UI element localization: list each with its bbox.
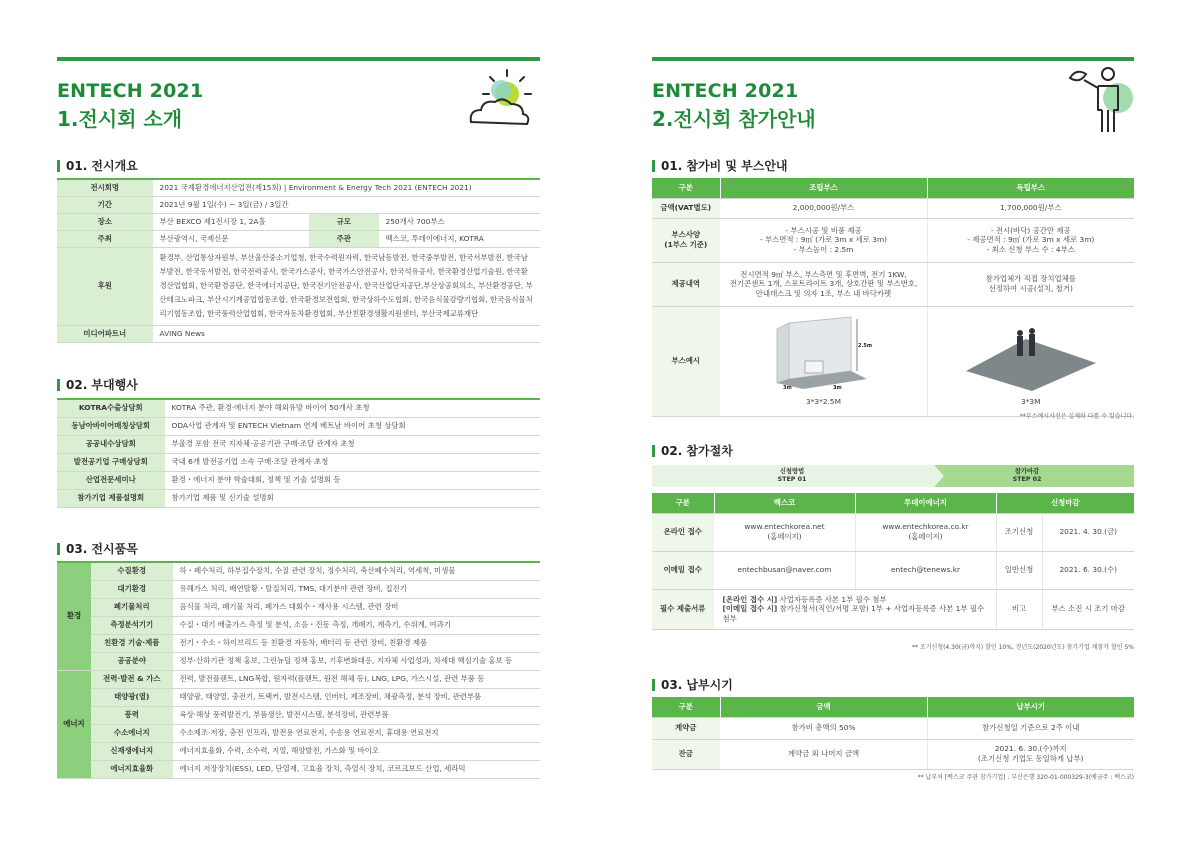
section-heading-procedure: [652, 442, 733, 459]
price-raw-space: 1,700,000원/부스: [927, 198, 1134, 218]
row-label: 발전공기업 구매상담회: [57, 453, 165, 471]
deadline-type: 일반신청: [996, 551, 1042, 589]
row-value: AVING News: [153, 325, 540, 342]
row-label: 동남아바이어매칭상담회: [57, 417, 165, 435]
table-row: [57, 580, 540, 598]
table-row: [57, 179, 540, 196]
deadline-date: 부스 소진 시 조기 마감: [1042, 589, 1134, 629]
group-label: 에너지: [57, 670, 91, 778]
page-title: 1.전시회 소개: [57, 107, 183, 131]
heading-bar: [652, 445, 655, 457]
row-label: 풍력: [91, 706, 173, 724]
col-header: 투데이에너지: [855, 493, 996, 513]
provide-assembled: [720, 262, 927, 306]
left-page: [57, 0, 540, 842]
when: 참가신청일 기준으로 2주 이내: [927, 717, 1134, 739]
row-value: ODA사업 관계자 및 ENTECH Vietnam 연계 베트남 바이어 초청 상담회: [165, 417, 540, 435]
example-raw-space: [927, 306, 1134, 416]
when: [927, 739, 1134, 769]
table-row: [57, 724, 540, 742]
dim-depth: 3m: [832, 384, 842, 391]
table-row: [57, 417, 540, 435]
row-value: 수질・대기 배출가스 측정 및 분석, 소음・진동 측정, 개폐기, 계측기, 수위계, 여과기: [173, 616, 540, 634]
row-label: KOTRA수출상담회: [57, 399, 165, 417]
example-caption: 3*3*2.5M: [806, 397, 841, 407]
table-row: [57, 670, 540, 688]
row-value: 유해가스 처리, 배연탈황・탈질처리, TMS, 대기분야 관련 장비, 집진기: [173, 580, 540, 598]
table-row: [57, 616, 540, 634]
row-label: 공공내수상담회: [57, 435, 165, 453]
row-label: 폐기물처리: [91, 598, 173, 616]
col-header: 구분: [652, 178, 720, 198]
heading-text: 02. 참가절차: [661, 444, 733, 458]
row-label: 기간: [57, 196, 153, 213]
step-name: 신청방법: [779, 468, 805, 475]
page-title: 2.전시회 참가안내: [652, 107, 816, 131]
col-header: 신청마감: [996, 493, 1134, 513]
table-row: [57, 247, 540, 325]
table-row: [652, 513, 1134, 551]
label-line: (1부스 기준): [664, 240, 708, 249]
text-line: 참가업체가 직접 장치업체를: [985, 274, 1076, 284]
step-number: STEP 02: [1012, 475, 1042, 483]
fees-table: [652, 178, 1134, 417]
row-value: 에너지효율화, 수력, 소수력, 지열, 해양발전, 가스화 및 바이오: [173, 742, 540, 760]
required-docs: [714, 589, 996, 629]
row-value: 2021 국제환경에너지산업전(제15회) | Environment & Energy Tech 2021 (ENTECH 2021): [153, 179, 540, 196]
text-line: [723, 604, 992, 623]
procedure-table: [652, 493, 1134, 630]
heading-text: 01. 전시개요: [66, 159, 138, 173]
section-heading-items: [57, 540, 138, 557]
table-row: [652, 198, 1134, 218]
text-line: [723, 595, 992, 605]
dim-height: 2.5m: [857, 342, 872, 349]
col-header: 구분: [652, 697, 720, 717]
amount: 참가비 총액의 50%: [720, 717, 927, 739]
step-number: STEP 01: [777, 475, 807, 483]
row-label: 필수 제출서류: [652, 589, 714, 629]
heading-bar: [57, 379, 60, 391]
table-row: [57, 453, 540, 471]
deadline-type: 비고: [996, 589, 1042, 629]
col-header: 독립부스: [927, 178, 1134, 198]
table-row: [57, 706, 540, 724]
label-line: 부스사양: [671, 230, 701, 240]
amount: 계약금 외 나머지 금액: [720, 739, 927, 769]
row-label: 태양광(열): [91, 688, 173, 706]
heading-text: 01. 참가비 및 부스안내: [661, 159, 788, 173]
row-label: 공공분야: [91, 652, 173, 670]
table-row: [652, 589, 1134, 629]
example-caption: 3*3M: [1021, 397, 1041, 407]
spec-raw-space: [927, 218, 1134, 262]
bold-prefix: [온라인 접수 시]: [722, 594, 778, 604]
heading-bar: [57, 160, 60, 172]
row-value: 정부·산하기관 정책 홍보, 그린뉴딜 정책 홍보, 기후변화대응, 지자체 사업성과, 차세대 핵심기술 홍보 등: [173, 652, 540, 670]
step-1: [742, 468, 842, 484]
text-line: www.entechkorea.net: [744, 522, 825, 532]
row-label: [652, 218, 720, 262]
table-row: [57, 399, 540, 417]
table-row: [57, 196, 540, 213]
row-label: 주관: [309, 230, 379, 247]
table-row: [652, 218, 1134, 262]
row-label: 산업전문세미나: [57, 471, 165, 489]
text-line: 전시면적 9㎡ 부스, 부스측면 및 후면벽, 전기 1KW,: [740, 269, 907, 279]
top-rule: [57, 57, 540, 61]
right-page: [652, 0, 1134, 842]
text: 사업자등록증 사본 1부 필수 첨부: [777, 594, 887, 604]
row-label: 대기환경: [91, 580, 173, 598]
price-assembled: 2,000,000원/부스: [720, 198, 927, 218]
table-row: [57, 634, 540, 652]
row-value: 수소제조·저장, 충전 인프라, 발전용 연료전지, 수송용 연료전지, 휴대용 연료전지: [173, 724, 540, 742]
row-value: 250개사 700부스: [379, 213, 540, 230]
table-row: [57, 598, 540, 616]
row-label: 규모: [309, 213, 379, 230]
table-row: [652, 551, 1134, 589]
bexco-online: [714, 513, 855, 551]
col-header: 금액: [720, 697, 927, 717]
provide-raw-space: [927, 262, 1134, 306]
row-label: 에너지효율화: [91, 760, 173, 778]
text-line: - 부스높이 : 2.5m: [793, 244, 854, 254]
row-label: 수질환경: [91, 562, 173, 580]
assembled-booth-image: [769, 313, 879, 393]
col-header: 벡스코: [714, 493, 855, 513]
fees-note: **부스예시사진은 실제와 다를 수 있습니다.: [1019, 413, 1134, 420]
table-header: [652, 493, 1134, 513]
row-value: 에너지 저장장치(ESS), LED, 단열재, 고효율 장치, 측열식 장치, 코르크보드 산업, 세라믹: [173, 760, 540, 778]
row-value: 하・폐수처리, 하부집수장치, 수질 관련 장치, 정수처리, 축산폐수처리, 역세척, 미생물: [173, 562, 540, 580]
col-header: 납부시기: [927, 697, 1134, 717]
overview-table: [57, 178, 540, 343]
row-label: 전시회명: [57, 179, 153, 196]
brand-title: ENTECH 2021: [57, 80, 204, 102]
row-label: 전력·발전 & 가스: [91, 670, 173, 688]
example-assembled: [720, 306, 927, 416]
row-label: 측정분석기기: [91, 616, 173, 634]
steps-bar: [652, 465, 1134, 487]
text-line: - 제공면적 : 9㎡ (가로 3m x 세로 3m): [967, 235, 1095, 245]
text-line: www.entechkorea.co.kr: [882, 522, 969, 532]
section-heading-payment: [652, 676, 733, 693]
table-row: [652, 306, 1134, 416]
brand-title: ENTECH 2021: [652, 80, 799, 102]
heading-bar: [57, 543, 60, 555]
row-label: 참가기업 제품설명회: [57, 489, 165, 507]
text-line: 안내데스크 및 의자 1조, 부스 내 바닥카펫: [755, 288, 892, 298]
payment-table: [652, 697, 1134, 770]
table-row: [57, 742, 540, 760]
today-email: entech@tenews.kr: [855, 551, 996, 589]
table-header: [652, 697, 1134, 717]
row-value: 환경부, 산업통상자원부, 부산울산중소기업청, 한국수력원자력, 한국남동발전, 한국중부발전, 한국서부발전, 한국남부발전, 한국동서발전, 한국전력공사, 한국가스공사, 한국가스안전공사, 한국석유공사, 한국환경산업기술원, 한국환경산업협회, 한국환경공단, 한국에너지공단, 한국전기안전공사, 한국산업단지공단,부산상공회의소, 부산환경공단, 부산테크노파크, 부산시기계공업협동조합, 한국환경보전협회, 한국상하수도협회, 한국음식물감량기협회, 한국음식물처리기협동조합, 한국풍력산업협회, 한국자동차환경협회, 부산친환경생활지원센터, 부산국제교류재단: [153, 247, 540, 325]
table-row: [57, 213, 540, 230]
row-value: 부울경 포함 전국 지자체·공공기관 구매·조달 관계자 초청: [165, 435, 540, 453]
table-row: [57, 760, 540, 778]
deadline-type: 조기신청: [996, 513, 1042, 551]
table-row: [652, 717, 1134, 739]
row-value: 전기・수소・하이브리드 등 친환경 자동차, 배터리 등 관련 장비, 친환경 제품: [173, 634, 540, 652]
text-line: - 최소 신청 부스 수 : 4부스: [986, 244, 1075, 254]
group-label: 환경: [57, 562, 91, 670]
text-line: 선정하여 시공(설치, 철거): [988, 284, 1073, 293]
bold-prefix: [이메일 접수 시]: [722, 604, 778, 614]
heading-text: 03. 납부시기: [661, 678, 733, 692]
bexco-email: entechbusan@naver.com: [714, 551, 855, 589]
raw-space-booth-image: [956, 313, 1106, 393]
section-heading-fees: [652, 157, 788, 174]
col-header: 조립부스: [720, 178, 927, 198]
events-table: [57, 398, 540, 508]
dim-width: 3m: [782, 384, 792, 391]
text-line: (조기신청 기업도 동일하게 납부): [977, 754, 1084, 763]
row-value: 벡스코, 투데이에너지, KOTRA: [379, 230, 540, 247]
payment-note: ** 납부처 [벡스코 주관 참가기업] : 부산은행 320-01-000329-3(예금주 : 벡스코): [917, 774, 1134, 781]
row-value: 환경・에너지 분야 학술대회, 정책 및 기술 설명회 등: [165, 471, 540, 489]
row-label: 이메일 접수: [652, 551, 714, 589]
text-line: 전기콘센트 1개, 스포트라이트 3개, 상호간판 및 부스번호,: [729, 279, 918, 289]
table-row: [57, 489, 540, 507]
row-label: 금액(VAT별도): [652, 198, 720, 218]
table-row: [57, 471, 540, 489]
row-value: KOTRA 주관, 환경·에너지 분야 해외유망 바이어 50개사 초청: [165, 399, 540, 417]
text-line: - 부스시공 및 비품 제공: [785, 225, 862, 235]
row-label: 친환경 기술·제품: [91, 634, 173, 652]
row-label: 계약금: [652, 717, 720, 739]
row-label: 부스예시: [652, 306, 720, 416]
table-row: [652, 739, 1134, 769]
table-row: [57, 435, 540, 453]
text-line: - 부스면적 : 9㎡ (가로 3m x 세로 3m): [759, 235, 888, 245]
text-line: 2021. 6. 30.(수)까지: [994, 744, 1067, 754]
text-line: (홈페이지): [767, 532, 802, 541]
row-value: 부산광역시, 국제신문: [153, 230, 309, 247]
row-value: 전력, 발전플랜트, LNG복합, 원자력(플랜트, 원전 해체 등), LNG, LPG, 가스시설, 관련 부품 등: [173, 670, 540, 688]
row-label: 장소: [57, 213, 153, 230]
heading-text: 03. 전시품목: [66, 542, 138, 556]
text: 참가신청서(직인/서명 포함) 1부 + 사업자등록증 사본 1부 필수 첨부: [722, 604, 985, 623]
deadline-date: 2021. 4. 30.(금): [1042, 513, 1134, 551]
row-label: 후원: [57, 247, 153, 325]
procedure-note: ** 조기신청(4.30(금)까지) 할인 10%, 전년도(2020년도) 참가기업 재참가 할인 5%: [911, 644, 1134, 651]
heading-bar: [652, 679, 655, 691]
sun-cloud-icon: [461, 64, 541, 136]
col-header: 구분: [652, 493, 714, 513]
row-label: 제공내역: [652, 262, 720, 306]
section-heading-events: [57, 376, 138, 393]
row-value: 음식물 처리, 폐기물 처리, 폐가스 대회수・재사용 시스템, 관련 장비: [173, 598, 540, 616]
table-row: [57, 652, 540, 670]
step-name: 참가마감: [1014, 468, 1040, 475]
row-label: 미디어파트너: [57, 325, 153, 342]
text-line: - 전시(바닥) 공간만 제공: [990, 225, 1071, 235]
items-table: [57, 561, 540, 779]
row-value: 부산 BEXCO 제1전시장 1, 2A홀: [153, 213, 309, 230]
row-label: 주최: [57, 230, 153, 247]
person-leaf-icon: [1056, 64, 1136, 136]
deadline-date: 2021. 6. 30.(수): [1042, 551, 1134, 589]
text-line: (홈페이지): [908, 532, 943, 541]
top-rule: [652, 57, 1134, 61]
row-label: 잔금: [652, 739, 720, 769]
table-row: [57, 688, 540, 706]
table-header: [652, 178, 1134, 198]
row-label: 수소에너지: [91, 724, 173, 742]
spec-assembled: [720, 218, 927, 262]
section-heading-overview: [57, 157, 138, 174]
step-2: [977, 468, 1077, 484]
row-value: 참가기업 제품 및 신기술 설명회: [165, 489, 540, 507]
table-row: [652, 262, 1134, 306]
heading-text: 02. 부대행사: [66, 378, 138, 392]
table-row: [57, 562, 540, 580]
row-value: 태양광, 태양열, 충전기, 트랙커, 발전시스템, 인버터, 제조장비, 채광측정, 분석 장비, 관련부품: [173, 688, 540, 706]
row-label: 신재생에너지: [91, 742, 173, 760]
row-value: 육상·해상 풍력발전기, 부품생산, 발전시스템, 분석장비, 관련부품: [173, 706, 540, 724]
table-row: [57, 325, 540, 342]
row-value: 2021년 9월 1일(수) ~ 3일(금) / 3일간: [153, 196, 540, 213]
row-value: 국내 6개 발전공기업 소속 구매·조달 관계자 초청: [165, 453, 540, 471]
table-row: [57, 230, 540, 247]
heading-bar: [652, 160, 655, 172]
row-label: 온라인 접수: [652, 513, 714, 551]
today-online: [855, 513, 996, 551]
